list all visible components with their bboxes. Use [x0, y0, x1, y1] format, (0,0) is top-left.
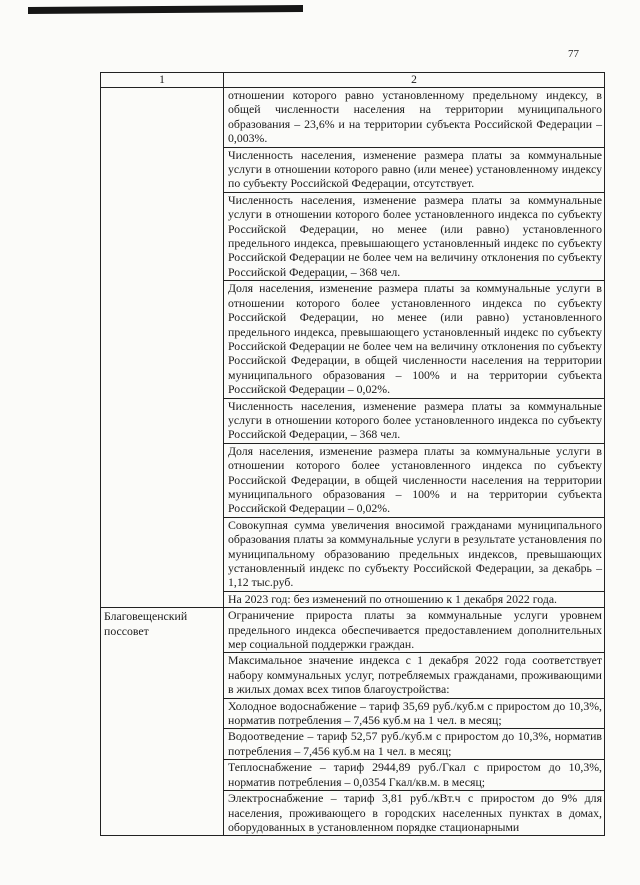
- table-header-row: [101, 73, 605, 88]
- column-header-2: 2: [224, 73, 605, 88]
- description-cell: [224, 608, 605, 836]
- scan-artifact-bar: [28, 5, 303, 14]
- description-cell: [224, 88, 605, 608]
- municipality-cell: Благовещенский поссовет: [101, 608, 224, 836]
- paragraph: Доля населения, изменение размера платы за коммунальные услуги в отношении которого более установленного индекса по субъекту Российской Федерации, в общей численности населения на территории муниципального образования – 100% и на территории субъекта Российской Федерации – 0,02%.: [224, 444, 604, 518]
- paragraph: Численность населения, изменение размера платы за коммунальные услуги в отношении которого равно (или менее) установленному индексу по субъекту Российской Федерации, отсутствует.: [224, 148, 604, 193]
- paragraph: отношении которого равно установленному предельному индексу, в общей численности населения на территории муниципального образования – 23,6% и на территории субъекта Российской Федерации – 0,003%.: [224, 88, 604, 148]
- paragraph: Численность населения, изменение размера платы за коммунальные услуги в отношении которого более установленного индекса по субъекту Российской Федерации, но менее (или равно) установленного предельного индекса, превышающего установленный индекс по субъекту Российской Федерации не более чем на величину отклонения по субъекту Российской Федерации, – 368 чел.: [224, 193, 604, 281]
- column-header-1: 1: [101, 73, 224, 88]
- paragraph: Максимальное значение индекса с 1 декабря 2022 года соответствует набору коммунальных услуг, потребляемых гражданами, проживающими в жилых домах всех типов благоустройства:: [224, 653, 604, 698]
- paragraph: Совокупная сумма увеличения вносимой гражданами муниципального образования платы за коммунальные услуги в результате установления по муниципальному образованию предельных индексов, превышающих установленный индекс по субъекту Российской Федерации, за декабрь – 1,12 тыс.руб.: [224, 518, 604, 592]
- paragraph: Численность населения, изменение размера платы за коммунальные услуги в отношении которого более установленного индекса по субъекту Российской Федерации, – 368 чел.: [224, 399, 604, 444]
- document-table: [100, 72, 605, 836]
- page-number: 77: [568, 48, 579, 60]
- paragraph: Водоотведение – тариф 52,57 руб./куб.м с приростом до 10,3%, норматив потребления – 7,456 куб.м на 1 чел. в месяц;: [224, 729, 604, 760]
- table-row: [101, 88, 605, 608]
- paragraph: Холодное водоснабжение – тариф 35,69 руб./куб.м с приростом до 10,3%, норматив потребления – 7,456 куб.м на 1 чел. в месяц;: [224, 699, 604, 730]
- paragraph: Доля населения, изменение размера платы за коммунальные услуги в отношении которого более установленного индекса по субъекту Российской Федерации, но менее (или равно) установленного предельного индекса, превышающего установленный индекс по субъекту Российской Федерации не более чем на величину отклонения по субъекту Российской Федерации, в общей численности населения на территории муниципального образования – 100% и на территории субъекта Российской Федерации – 0,02%.: [224, 281, 604, 398]
- paragraph: На 2023 год: без изменений по отношению к 1 декабря 2022 года.: [228, 591, 558, 606]
- paragraph: Теплоснабжение – тариф 2944,89 руб./Гкал с приростом до 10,3%, норматив потребления – 0,0354 Гкал/кв.м. в месяц;: [224, 760, 604, 791]
- table-row: [101, 608, 605, 836]
- municipality-cell: [101, 88, 224, 608]
- paragraph: Электроснабжение – тариф 3,81 руб./кВт.ч с приростом до 9% для населения, проживающего в городских населенных пунктах в домах, оборудованных в установленном порядке стационарными: [228, 791, 602, 834]
- paragraph: Ограничение прироста платы за коммунальные услуги уровнем предельного индекса обеспечивается предоставлением дополнительных мер социальной поддержки граждан.: [224, 608, 604, 653]
